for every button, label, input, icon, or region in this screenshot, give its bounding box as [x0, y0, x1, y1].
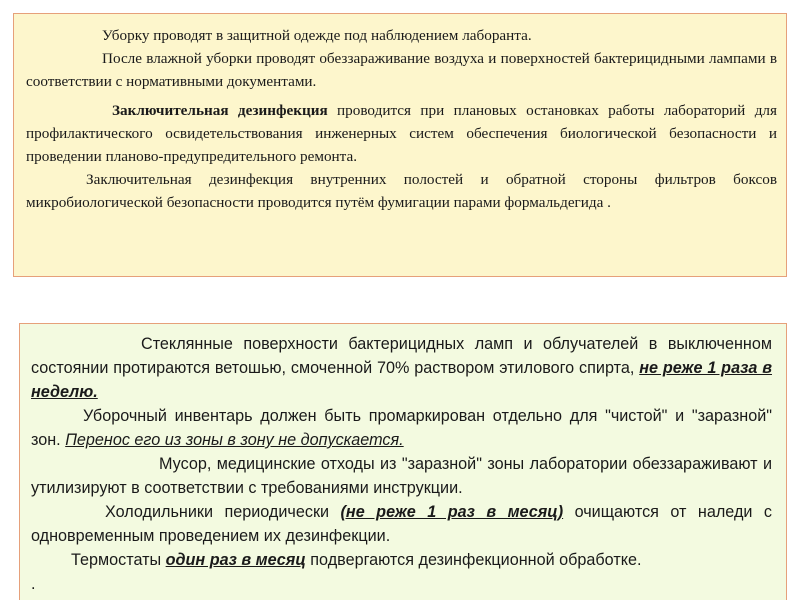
paragraph-fumigation: Заключительная дезинфекция внутренних полостей и обратной стороны фильтров боксов микробиологической безопасности проводится путём фумигации парами формальдегида .	[26, 171, 777, 211]
trailing-dot: .	[31, 575, 36, 593]
paragraph-refrigerators	[31, 500, 772, 548]
glass-surfaces-text: Стеклянные поверхности бактерицидных ламп и облучателей в выключенном состоянии протираются ветошью, смоченной 70% раствором этилового спирта,	[31, 335, 772, 377]
refrigerators-text-b: очищаются от наледи с одновременным проведением их дезинфекции.	[31, 503, 772, 545]
monthly-thermostat-emphasis: один раз в месяц	[165, 551, 306, 569]
paragraph-cleaning-supervision: Уборку проводят в защитной одежде под наблюдением лаборанта.	[102, 27, 532, 44]
paragraph-final-disinfection	[26, 99, 777, 168]
paragraph-glass-surfaces	[31, 332, 772, 404]
paragraph-cleaning-equipment	[31, 404, 772, 452]
lower-text-panel	[19, 323, 787, 600]
final-disinfection-text: проводится при плановых остановках работы лабораторий для профилактического освидетельствования инженерных систем обеспечения биологической безопасности и проведении планово-предупредительного ремонта.	[26, 102, 777, 165]
paragraph-after-wet-cleaning: После влажной уборки проводят обеззараживание воздуха и поверхностей бактерицидными лампами в соответствии с нормативными документами.	[26, 50, 777, 90]
thermostats-text-a: Термостаты	[71, 551, 166, 569]
cleaning-equipment-text: Уборочный инвентарь должен быть промаркирован отдельно для "чистой" и "заразной" зон.	[31, 407, 772, 449]
upper-text-panel	[13, 13, 787, 277]
zone-transfer-emphasis: Перенос его из зоны в зону не допускается.	[65, 431, 404, 449]
refrigerators-text-a: Холодильники периодически	[105, 503, 341, 521]
monthly-refrigerator-emphasis: (не реже 1 раз в месяц)	[340, 503, 564, 521]
paragraph-thermostats	[31, 548, 772, 572]
paragraph-waste: Мусор, медицинские отходы из "заразной" зоны лаборатории обеззараживают и утилизируют в соответствии с требованиями инструкции.	[31, 455, 772, 497]
final-disinfection-term: Заключительная дезинфекция	[112, 102, 328, 119]
thermostats-text-b: подвергаются дезинфекционной обработке.	[305, 551, 642, 569]
weekly-emphasis: не реже 1 раза в неделю.	[31, 359, 772, 401]
